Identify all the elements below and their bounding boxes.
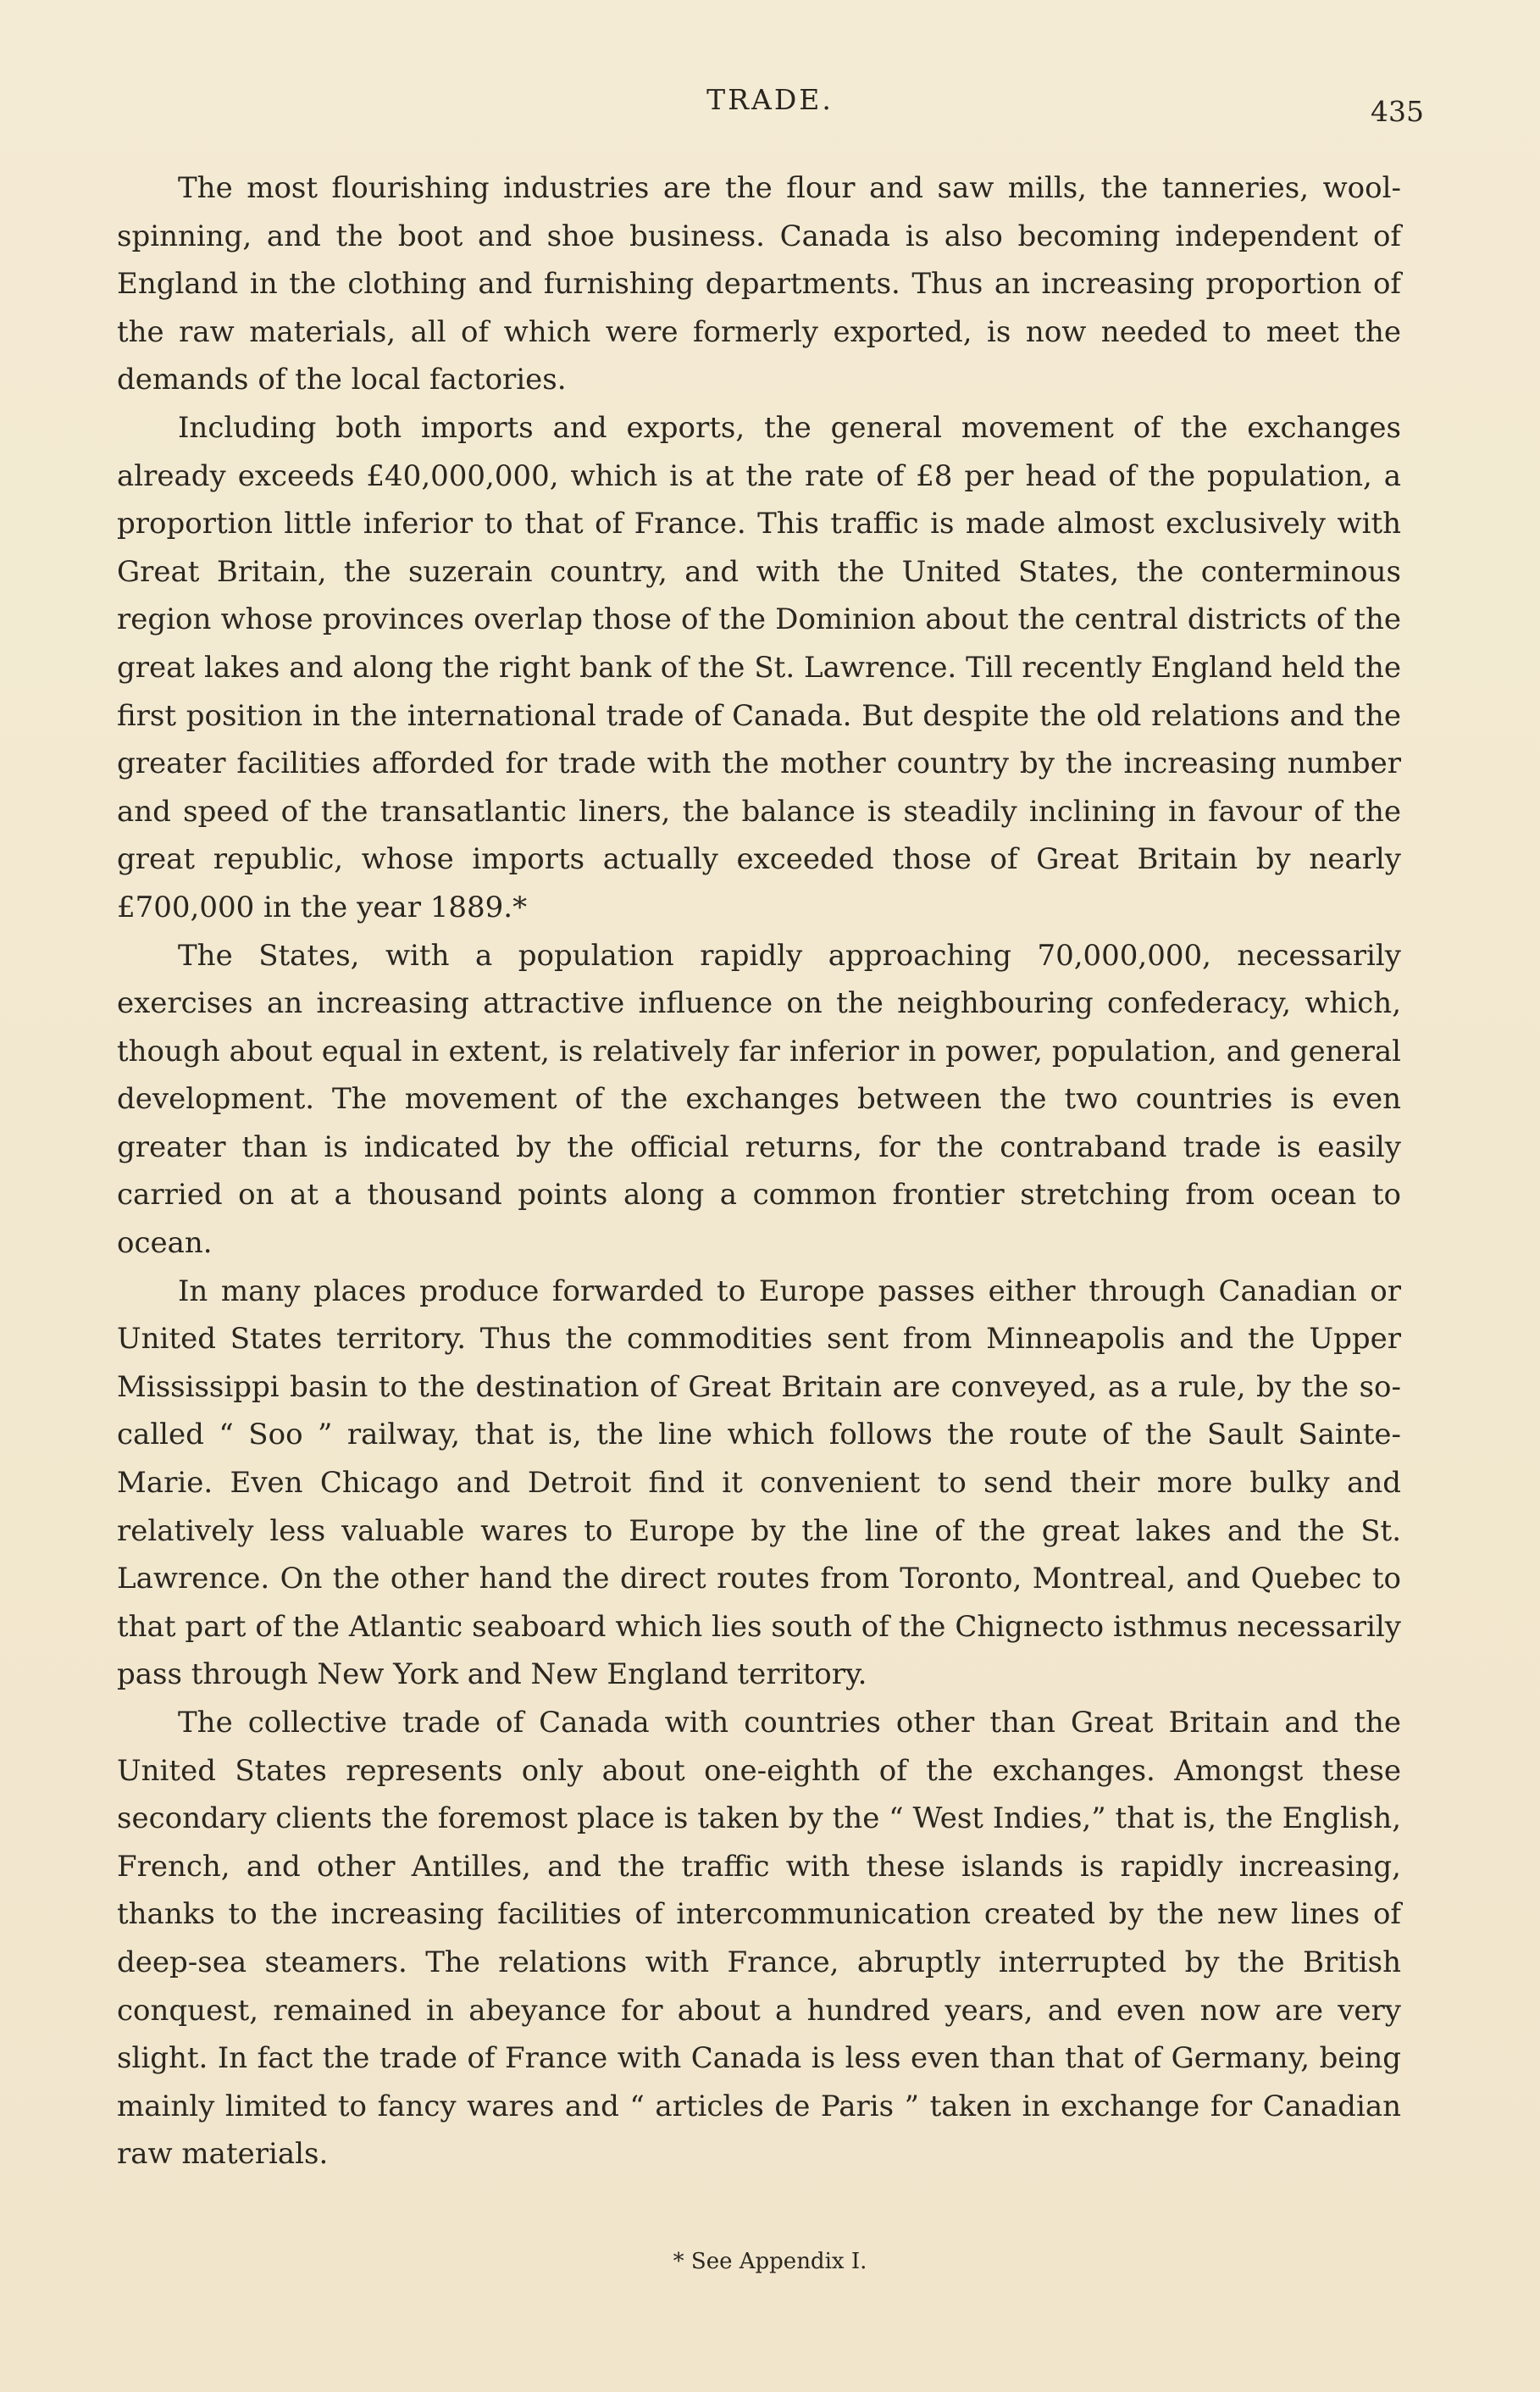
paragraph: In many places produce forwarded to Europe passes either through Canadian or United States territory. Thus the commodities sent from Minneapolis and the Upper Mississippi basin to the destination of Great Britain are conveyed, as a rule, by the so-called “ Soo ” railway, that is, the line which follows the route of the Sault Sainte-Marie. Even Chicago and Detroit find it convenient to send their more bulky and relatively less valuable wares to Europe by the line of the great lakes and the St. Lawrence. On the other hand the direct routes from Toronto, Montreal, and Quebec to that part of the Atlantic seaboard which lies south of the Chignecto isthmus necessarily pass through New York and New England territory. bbox=[117, 1274, 1401, 1692]
paragraph: Including both imports and exports, the general movement of the exchanges already exceeds £40,000,000, which is at the rate of £8 per head of the population, a proportion little inferior to that of France. This traffic is made almost exclusively with Great Britain, the suzerain country, and with the United States, the conterminous region whose provinces overlap those of the Dominion about the central districts of the great lakes and along the right bank of the St. Lawrence. Till recently England held the first position in the international trade of Canada. But despite the old relations and the greater facilities afforded for trade with the mother country by the increasing number and speed of the transatlantic liners, the balance is steadily inclining in favour of the great republic, whose imports actually exceeded those of Great Britain by nearly £700,000 in the year 1889.* bbox=[117, 410, 1401, 924]
paragraph: The collective trade of Canada with countries other than Great Britain and the United States represents only about one-eighth of the exchanges. Amongst these secondary clients the foremost place is taken by the “ West Indies,” that is, the English, French, and other Antilles, and the traffic with these islands is rapidly increasing, thanks to the increasing facilities of intercommunication created by the new lines of deep-sea steamers. The relations with France, abruptly interrupted by the British conquest, remained in abeyance for about a hundred years, and even now are very slight. In fact the trade of France with Canada is less even than that of Germany, being mainly limited to fancy wares and “ articles de Paris ” taken in exchange for Canadian raw materials. bbox=[117, 1706, 1401, 2172]
page-number: 435 bbox=[1371, 95, 1424, 128]
body-text bbox=[117, 164, 1401, 2178]
footnote: * See Appendix I. bbox=[673, 2249, 867, 2274]
running-head: TRADE. bbox=[706, 83, 834, 116]
paragraph: The most flourishing industries are the flour and saw mills, the tanneries, wool-spinning, and the boot and shoe business. Canada is also becoming independent of England in the clothing and furnishing departments. Thus an increasing proportion of the raw materials, all of which were formerly exported, is now needed to meet the demands of the local factories. bbox=[117, 171, 1401, 397]
paragraph: The States, with a population rapidly approaching 70,000,000, necessarily exercises an increasing attractive influence on the neighbouring confederacy, which, though about equal in extent, is relatively far inferior in power, population, and general development. The movement of the exchanges between the two countries is even greater than is indicated by the official returns, for the contraband trade is easily carried on at a thousand points along a common frontier stretching from ocean to ocean. bbox=[117, 938, 1401, 1261]
